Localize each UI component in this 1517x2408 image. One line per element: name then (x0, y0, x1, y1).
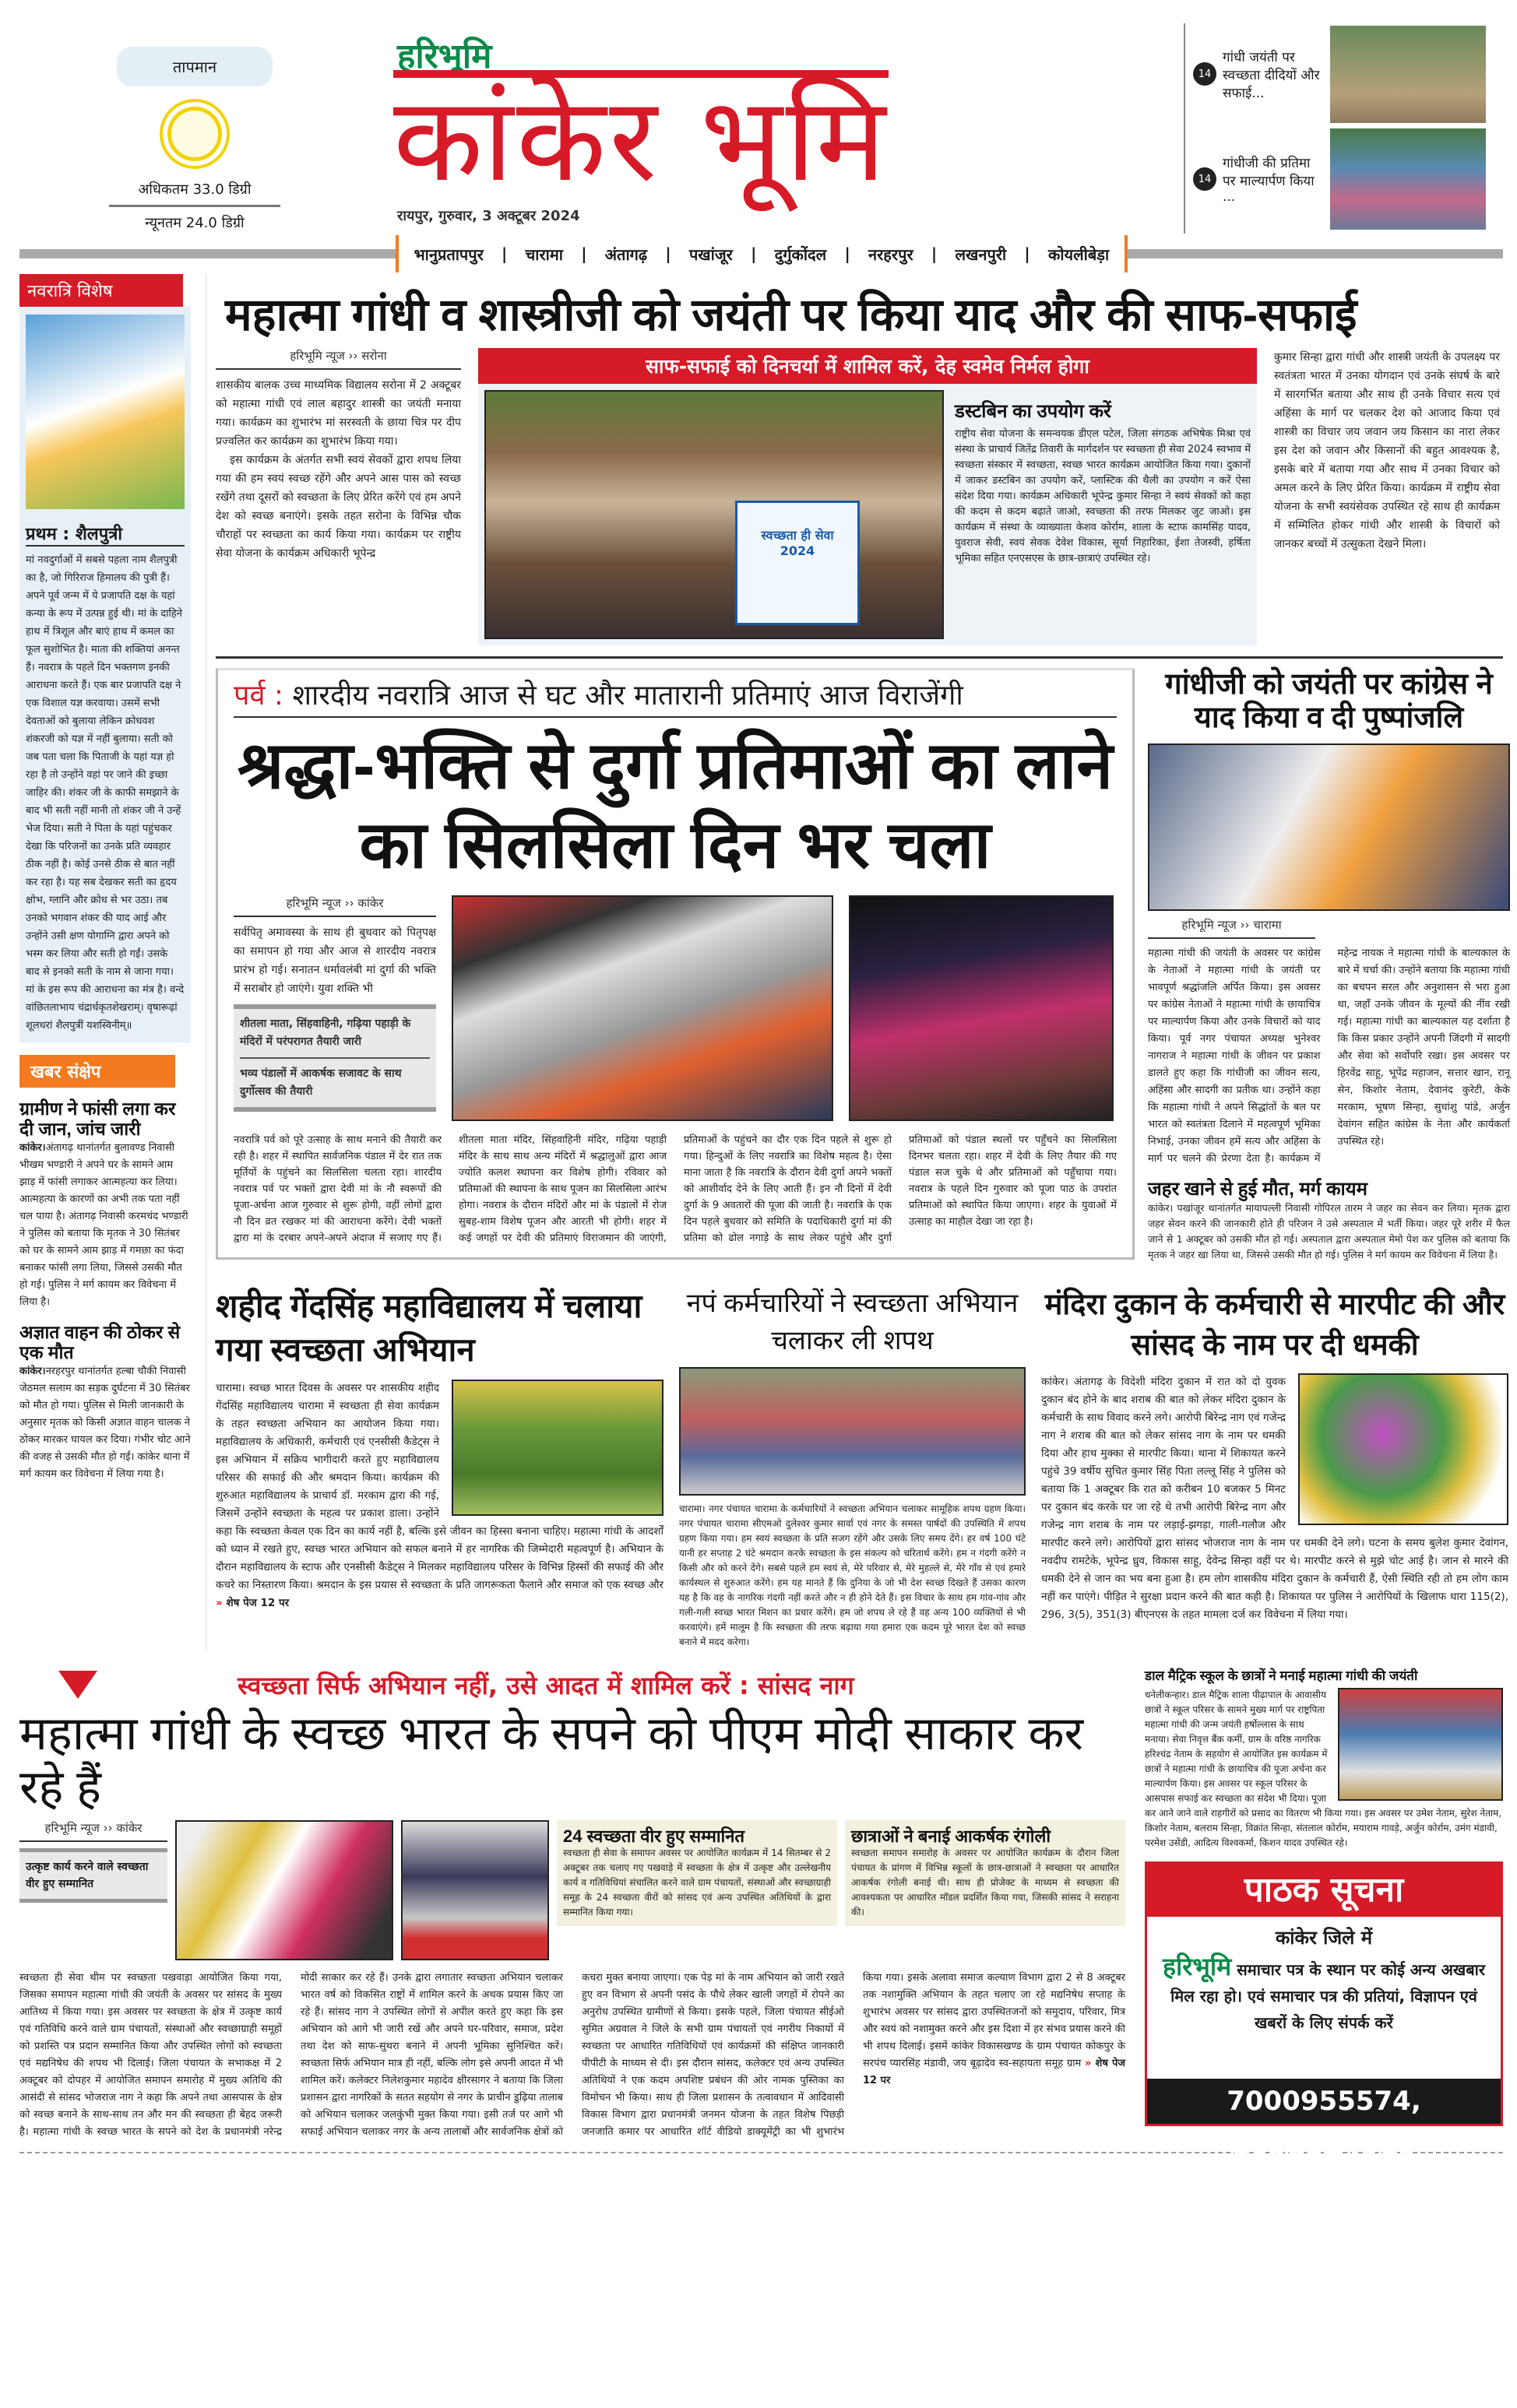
school-photo (1338, 1688, 1503, 1801)
college-text (216, 1380, 663, 1612)
sun-icon (167, 107, 222, 161)
modi-subhead-row (19, 1668, 1125, 1702)
modi-story (19, 1668, 1125, 2141)
idol-truck-photo (452, 895, 833, 1121)
notice-line1: कांकेर जिले में (1275, 1927, 1373, 1949)
liquor-headline: मंदिरा दुकान के कर्मचारी से मारपीट की और सांसद के नाम पर दी धमकी (1044, 1288, 1505, 1362)
prehead-text: शारदीय नवरात्रि आज से घट और मातारानी प्रतिमाएं आज विराजेंगी (292, 679, 963, 712)
box-awards (557, 1820, 837, 1926)
brief-text: अंतागढ़ थानांतर्गत बुलावण्ड निवासी भीखम भण्डारी ने अपने घर के सामने आम झाड़ में फांसी लगाकर आत्महत्या कर लिया। आत्महत्या के कारणों का अभी तक पता नहीं चल पाया है। अंतागढ़ निवासी करमचंद भण्डारी ने पुलिस को बताया कि मृतक ने 30 सितंबर को घर के सामने आम झाड़ में गमछा का फंदा बनाकर फांसी लगा लिया, जिससे उसकी मौत हो गई। पुलिस ने मर्ग कायम कर विवेचना में लिया है। (19, 1141, 188, 1308)
teaser-photo (1330, 128, 1486, 230)
newspaper-title: कांकेर भूमि (393, 70, 889, 202)
napa-story (679, 1285, 1026, 1650)
lead-text-continued: कुमार सिन्हा द्वारा गांधी और शास्त्री जयंती के उपलक्ष्य पर स्वतंत्रता भारत में उनका योगदान एवं उनके संघर्ष के बारे में सारगर्भित बताया और साथ ही उनके विचार सत्य एवं अहिंसा के मार्ग पर चलकर देश को आजाद किया एवं शास्त्री का विचार जय जवान जय किसान का नारा लेकर इस देश को जवान और किसानों की बहुत आवश्यक है, इसके बारे में बताया गया और साथ में उनका विचार को अमल करने के लिए प्रेरित किया। कार्यक्रम में राष्ट्रीय सेवा योजना के सभी स्वयंसेवक उपस्थित रहे साथ ही कार्यक्रम में सम्मिलित होकर गांधी और शास्त्री के विचारों को जानकर बच्चों में उत्सुकता देखने मिला। (1274, 350, 1500, 550)
location-link[interactable]: भानुप्रतापपुर (414, 244, 484, 264)
highlight-item: भव्य पंडालों में आकर्षक सजावट के साथ दुर्गोत्सव की तैयारी (240, 1067, 402, 1098)
section-divider (216, 656, 1503, 659)
lead-row (216, 348, 1503, 645)
college-story (216, 1285, 663, 1612)
location-link[interactable]: पखांजूर (688, 244, 733, 264)
location-link[interactable]: लखनपुरी (955, 244, 1007, 264)
lead-box (478, 384, 1257, 645)
dateline: रायपुर, गुरुवार, 3 अक्टूबर 2024 (397, 208, 580, 224)
congress-headline: गांधीजी को जयंती पर कांग्रेस ने याद किया व दी पुष्पांजलि (1165, 667, 1493, 735)
campaign-banner: स्वच्छता ही सेवा 2024 (735, 501, 860, 625)
byline: हरिभूमि न्यूज ›› चारामा (1148, 917, 1315, 939)
durga-text: नवरात्रि पर्व को पूरे उत्साह के साथ मनाने की तैयारी कर रही है। शहर में स्थापित सार्वजनिक पंडाल में देर रात तक मूर्तियों के पहुंचने का सिलसिला चलता रहा। शारदीय नवरात्र पर्व पर भक्तों द्वारा देवी मां के नौ स्वरूपों की पूजा-अर्चना आज गुरुवार से शुरू होगी, वहीं लोगों द्वारा नौ दिन व्रत रखकर मां की आराधना करेंगे। देवी भक्तों द्वारा मां के दरबार अपने-अपने अंदाज में सजाए गए हैं। शीतला माता मंदिर, सिंहवाहिनी मंदिर, गढ़िया पहाड़ी मंदिर के साथ साथ अन्य मंदिरों में श्रद्धालुओं द्वारा आज ज्योति कलश स्थापना कर विशेष होगी। रविवार को प्रतिमाओं की स्थापना के साथ पूजन का सिलसिला आरंभ होगा। नवरात्र के दौरान मंदिरों और मां के पंडालों में रोज सुबह-शाम विशेष पूजन और आरती भी होगी। शहर में कई जगहों पर देवी की प्रतिमाएं विराजमान की जाएंगी, प्रतिमाओं के पहुंचने का दौर एक दिन पहले से शुरू हो गया। हिन्दुओं के लिए नवरात्रि का विशेष महत्व है। ऐसा माना जाता है कि नवरात्रि के दौरान देवी दुर्गा अपने भक्तों को आशीर्वाद देने के लिए आती हैं। इन नौ दिनों में देवी दुर्गा के 9 अवतारों की पूजा की जाती है। नवरात्रि के एक दिन पहले बुधवार को समिति के पदाधिकारी दुर्गा मां की प्रतिमा को ढोल नगाड़े के साथ लेकर पहुंचे और दुर्गा प्रतिमाओं को पंडाल स्थलों पर पहुँचने का सिलसिला दिनभर चलता रहा। शहर में देवी के लिए तैयार की गए पंडाल सज चुके थे और प्रतिमाओं को पहुँचाया गया। नवरात्र के पहले दिन गुरुवार को पूजा पाठ के उपरांत प्रतिमाओं को स्थापित किया जाएगा। शहर के युवाओं में उत्साह का माहौल देखा जा रहा है। (234, 1134, 1117, 1244)
brand-logo: हरिभूमि (397, 37, 492, 76)
highlight-item: शीतला माता, सिंहवाहिनी, गढ़िया पहाड़ी के मंदिरों में परंपरागत तैयारी जारी (240, 1015, 430, 1059)
box-title: 24 स्वच्छता वीर हुए सम्मानित (563, 1826, 744, 1846)
school-text: धनेलीकन्हार। डाल मैट्रिक शाला पीढ़ापाल के आवासीय छात्रों ने स्कूल परिसर के सामने मुख्य मार्ग पर राष्ट्रपिता महात्मा गांधी की जन्म जयंती हर्षोल्लास के साथ मनाया। सेवा निवृत्त बैंक कर्मी, ग्राम के वरिष्ठ नागरिक हरिश्चंद्र नेताम के सहयोग से आयोजित इस कार्यक्रम में छात्रों ने महात्मा गांधी के छायाचित्र की पूजा अर्चना कर माल्यार्पण किया। इस अवसर पर स्कूल परिसर के आसपास सफाई कर स्वच्छता का संदेश भी दिया। पूजा कर आने जाने वाले राहगीरों को प्रसाद का वितरण भी किया गया। इस अवसर पर उमेश नेताम, सुरेश नेताम, किशोर नेताम, बलराम सिन्हा, विक्रांत सिन्हा, संतलाल कोर्राम, मयाराम गावड़े, अर्जुन कोर्राम, उमंग मंडावी, परमेश उसेंडी, आदित्य विश्वकर्मा, किशन यादव उपस्थित रहे। (1145, 1689, 1502, 1849)
masthead (0, 0, 1517, 274)
modi-media-row (19, 1820, 1125, 1960)
brief-body (19, 1363, 191, 1483)
byline: हरिभूमि न्यूज ›› सरोना (216, 348, 461, 370)
brief-place: कांकेर। (19, 1141, 46, 1154)
middle-row (216, 667, 1510, 1263)
congress-photo (1148, 743, 1510, 911)
bottom-area (19, 1668, 1503, 2163)
modi-subhead: स्वच्छता सिर्फ अभियान नहीं, उसे आदत में शामिल करें : सांसद नाग (238, 1670, 854, 1700)
column-text: मां नवदुर्गाओं में सबसे पहला नाम शैलपुत्री का है, जो गिरिराज हिमालय की पुत्री हैं। अपने पूर्व जन्म में ये प्रजापति दक्ष के यहां कन्या के रूप में उत्पन्न हुई थी। मां के दाहिने हाथ में त्रिशूल और बाएं हाथ में कमल का फूल सुशोभित है। माता की शक्तियां अनन्त हैं। नवरात्र के पहले दिन भक्तगण इनकी आराधना करते हैं। एक बार प्रजापति दक्ष ने एक विशाल यज्ञ करवाया। उसमें सभी देवताओं को बुलाया लेकिन क्रोधवश शंकरजी को यज्ञ में नहीं बुलाया। सती को जब पता चला कि पिताजी के यहां यज्ञ हो रहा है तो उन्होंने वहां पर जाने की इच्छा जाहिर की। शंकर जी के काफी समझाने के बाद भी सती नहीं मानी तो शंकर जी ने उन्हें भेज दिया। सती ने पिता के यहां पहुंचकर देखा कि परिजनों का उनके प्रति व्यवहार ठीक नहीं है। कोई उनसे ठीक से बात नहीं कर रहा है। यह सब देखकर सती का हृदय क्षोभ, ग्लानि और क्रोध से भर उठा। तब उनको भगवान शंकर की याद आई और उन्होंने उसी क्षण योगाग्नि द्वारा अपने को भस्म कर लिया और सती हो गईं। उसके बाद से इनको सती के नाम से जाना गया। मां के इस रूप की आराधना का मंत्र है। वन्दे वांछितलाभाय चंद्रार्धकृतशेखराम्। वृषारूढ़ां शूलधरां शैलपुत्रीं यशस्विनीम्॥ (26, 554, 185, 1032)
congress-story (1148, 668, 1510, 1263)
location-link[interactable]: दुर्गुकोंदल (774, 244, 827, 264)
bottom-right (1145, 1668, 1503, 2163)
liquor-body (1041, 1373, 1508, 1624)
byline: हरिभूमि न्यूज ›› कांकेर (19, 1820, 167, 1842)
durga-box (216, 668, 1135, 1260)
durga-intro: सर्वपितृ अमावस्या के साथ ही बुधवार को पितृपक्ष का समापन हो गया और आज से शारदीय नवरात्र प्रारंभ हो गई। सनातन धर्मावलंबी मां दुर्गा की भक्ति में सराबोर हो जाएंगे। युवा शक्ति भी (234, 926, 436, 995)
location-link[interactable]: कोयलीबेड़ा (1047, 244, 1110, 264)
brief-body (19, 1140, 191, 1311)
poison-headline: जहर खाने से हुई मौत, मर्ग कायम (1148, 1179, 1367, 1200)
reader-notice (1145, 1861, 1503, 2163)
school-headline: डाल मैट्रिक स्कूल के छात्रों ने मनाई महात्मा गांधी की जयंती (1145, 1668, 1418, 1683)
column-title: प्रथम : शैलपुत्री (26, 522, 185, 547)
continued-label: शेष पेज 12 पर (863, 2057, 1126, 2086)
box-text: स्वच्छता ही सेवा के समापन अवसर पर आयोजित कार्यक्रम में 14 सितम्बर से 2 अक्टूबर तक चलाए गए पखवाड़े में स्वच्छता के क्षेत्र में उत्कृष्ट और उल्लेखनीय कार्य व गतिविधियां संचालित करने वाले ग्राम पंचायतों, संस्थाओं और स्वच्छाग्राही समूह के 24 स्वच्छता वीरों को सांसद एवं अन्य उपस्थित अतिथियों के द्वारा सम्मानित किया गया। (563, 1847, 831, 1918)
weather-min: न्यूनतम 24.0 डिग्री (145, 215, 245, 231)
row-three (216, 1285, 1508, 1650)
weather-max: अधिकतम 33.0 डिग्री (109, 180, 280, 207)
modi-headline: महात्मा गांधी के स्वच्छ भारत के सपने को पीएम मोदी साकार कर रहे हैं (19, 1707, 1084, 1813)
teasers (1184, 23, 1503, 234)
main-content (206, 274, 1510, 1650)
lead-subhead: साफ-सफाई को दिनचर्या में शामिल करें, देह स्वमेव निर्मल होगा (478, 348, 1257, 384)
award-photo (175, 1820, 393, 1960)
durga-headline: श्रद्धा-भक्ति से दुर्गा प्रतिमाओं का लाने का सिलसिला दिन भर चला (237, 728, 1114, 881)
section-label: नवरात्रि विशेष (19, 274, 183, 307)
paragraph: इस कार्यक्रम के अंतर्गत सभी स्वयं सेवकों द्वारा शपथ लिया गया की हम स्वयं स्वच्छ रहेंगे और अपने आस पास को स्वच्छ रखेंगे तथा दूसरों को स्वच्छता के लिए प्रेरित करेंगे एवं हम अपने देश को स्वच्छ बनाएंगे। इसके तहत सरोना के विभिन्न चौक चौराहों पर स्वच्छता का कार्य किया गया। कार्यक्रम पर राष्ट्रीय सेवा योजना के कार्यक्रम अधिकारी भूपेन्द्र (216, 453, 461, 560)
highlight-box (234, 1004, 436, 1112)
lead-center (478, 348, 1257, 645)
highlight-box: उत्कृष्ट कार्य करने वाले स्वच्छता वीर हुए सम्मानित (19, 1848, 167, 1903)
teaser-text: गांधी जयंती पर स्वच्छता दीदियों और सफाई... (1223, 49, 1320, 101)
fight-illustration (1298, 1373, 1508, 1525)
napa-text: चारामा। नगर पंचायत चारामा के कर्मचारियों ने स्वच्छता अभियान चलाकर सामूहिक शपथ ग्रहण किया। नगर पंचायत चारामा सीएमओ दुलेश्वर कुमार सार्वा एवं नगर के समस्त पार्षदों की उपस्थिति में शपथ ग्रहण किया गया। हम स्वयं स्वच्छता के प्रति सजग रहेंगे और उसके लिए समय देंगे। हर वर्ष 100 घंटे यानी हर सप्ताह 2 घंटे श्रमदान करके स्वच्छता के इस संकल्प को चरितार्थ करेंगे। हम न गंदगी करेंगे न किसी और को करने देंगे। सबसे पहले हम स्वयं से, मेरे परिवार से, मेरे मुहल्ले से, मेरे गाँव से एवं हमारे कार्यस्थल से शुरुआत करेंगे। हम यह मानते हैं कि दुनिया के जो भी देश स्वच्छ दिखते हैं उसका कारण यह है कि वह के नागरिक गंदगी नहीं करते और न ही होने देते हैं। इस विचार के साथ हम गांव-गांव और गली-गली स्वच्छ भारत मिशन का प्रचार करेंगे। हम जो शपथ ले रहे हैं वह अन्य 100 व्यक्तियों से भी करवाएंगे। हमें मालूम है कि स्वच्छता की तरफ बढ़ाया गया हमारा एक कदम पूरे भारत देश को स्वच्छ बनाने में मदद करेगा। (679, 1503, 1026, 1647)
liquor-text: कांकेर। अंतागढ़ के विदेशी मंदिरा दुकान में रात को दो युवक दुकान बंद होने के बाद शराब की बात को लेकर मंदिरा दुकान के कर्मचारी के साथ विवाद करने लगे। आरोपी बिरेन्द्र नाग एवं गजेन्द्र नाग ने शराब की बात को लेकर सांसद नाग के नाम पर धमकी दिया और हाथ मुक्का से मारपीट किया। थाना में शिकायत करने पहुंचे 39 वर्षीय सुचित कुमार सिंह पिता लल्लू सिंह ने पुलिस को बताया कि 1 अक्टूबर कि रात को करीबन 10 बजकर 5 मिनट पर दुकान बंद करके घर जा रहे थे तभी आरोपी बिरेन्द्र नाग और गजेन्द्र नाग शराब के नाम पर लड़ाई-झगड़ा, गाली-गलौज और मारपीट करने लगे। आरोपियों द्वारा सांसद भोजराज नाग के नाम पर धमकी देने लगे। घटना के समय बुलेश कुमार देवांगन, नवदीप रामटेके, भूपेन्द्र ध्रुव, विकास साहू, देवेन्द्र सिन्हा वहीं पर थे। मारपीट करने से मुझे चोट आई है। जान से मारने की धमकी देने से जान का भय बना हुआ है। हम लोग शासकीय मंदिरा दुकान के कर्मचारी हैं, ऐसी स्थिति रही तो हम लोग काम नहीं कर पाएंगे। पीड़ित ने सुरक्षा प्रदान करने की बात कही है। शिकायत पर पुलिस ने आरोपियों के खिलाफ धारा 115(2), 296, 3(5), 351(3) बीएनएस के तहत मामला दर्ज कर विवेचना में लिया गया। (1041, 1375, 1508, 1621)
masthead-logo (393, 31, 1141, 226)
lead-text (216, 348, 461, 563)
column-divider (191, 274, 206, 1650)
modi-side (19, 1820, 167, 1903)
box-text: स्वच्छता समापन समारोह के अवसर पर आयोजित कार्यक्रम के दौरान जिला पंचायत के प्रांगण में विभिन्न स्कूलों के छात्र-छात्राओं ने स्वच्छता पर आधारित आकर्षक रंगोली बनाई थी। साथ ही प्रोजेक्ट के माध्यम से स्वच्छता की आवश्यकता पर आधारित मॉडल प्रदर्शित किया गया, जिसकी सांसद ने सराहना की। (851, 1847, 1119, 1918)
location-link[interactable]: अंतागढ़ (604, 244, 648, 264)
box-rangoli (845, 1820, 1125, 1926)
story-text: चारामा। स्वच्छ भारत दिवस के अवसर पर शासकीय शहीद गेंदसिंह महाविद्यालय चारामा में स्वच्छता ही सेवा कार्यक्रम के तहत स्वच्छता अभियान का आयोजन किया गया। महाविद्यालय के अधिकारी, कर्मचारी एवं एनसीसी कैडेट्स ने इस अभियान में सक्रिय भागीदारी करते हुए महाविद्यालय परिसर की सफाई की और श्रमदान किया। कार्यक्रम की शुरुआत महाविद्यालय के प्राचार्य डॉ. मरकाम द्वारा की गई, जिसमें उन्होंने स्वच्छता के महत्व पर प्रकाश डाला। उन्होंने कहा कि स्वच्छता केवल एक दिन का कार्य नहीं है, बल्कि इसे जीवन का हिस्सा बनाना चाहिए। महात्मा गांधी के आदर्शों को ध्यान में रखते हुए, स्वच्छ भारत अभियान को सफल बनाने में हर नागरिक की जिम्मेदारी महत्वपूर्ण है। अभियान के दौरान महाविद्यालय के स्टाफ और एनसीसी कैडेट्स ने मिलकर महाविद्यालय परिसर के विभिन्न हिस्सों की सफाई की और कचरे का निस्तारण किया। श्रमदान के इस प्रयास से स्वच्छता के प्रति जागरूकता फैलाने और समाज को एक स्वच्छ और (216, 1381, 663, 1591)
box-title: छात्राओं ने बनाई आकर्षक रंगोली (851, 1826, 1051, 1846)
location-link[interactable]: नरहरपुर (868, 244, 913, 264)
left-column (19, 274, 191, 1483)
page-number-badge: 14 (1193, 62, 1216, 86)
byline: हरिभूमि न्यूज ›› कांकेर (234, 895, 436, 917)
napa-photo (679, 1367, 1026, 1496)
group-photo (484, 390, 944, 639)
idol-night-photo (849, 895, 1114, 1121)
brief-title: ग्रामीण ने फांसी लगा कर दी जान, जांच जारी (19, 1099, 176, 1140)
goddess-illustration (26, 315, 185, 509)
durga-prehead (234, 675, 1117, 718)
poison-text: कांकेर। पखांजूर थानांतर्गत मायापल्ली निवासी गोपिरल तारम ने जहर का सेवन कर लिया। मृतक द्वारा जहर सेवन करने की जानकारी होते ही परिजन ने उसे अस्पताल में भर्ती किया। जहर पूरे शरीर में फैल जाने से 1 अक्टूबर को उसकी मौत हो गई। अस्पताल द्वारा अस्पताल मेमो पेश कर पुलिस को बताया कि मृतक ने जहर खा लिया था, जिससे उसकी मौत हो गई। पुलिस ने मर्ग कायम कर विवेचना में लिया है। (1148, 1201, 1510, 1260)
congress-text: महात्मा गांधी की जयंती के अवसर पर कांग्रेस के नेताओं ने महात्मा गांधी के जयंती पर भावपूर्ण श्रद्धांजलि अर्पित किया। इस अवसर पर कांग्रेस नेताओं ने महात्मा गांधी के छायाचित्र पर माल्यार्पण किया और उनके विचारों को याद किया। पूर्व नगर पंचायत अध्यक्ष भुनेश्वर नागराज ने महात्मा गांधी के जीवन पर प्रकाश डालते हुए कहा कि गांधीजी का जीवन सत्य, अहिंसा और सादगी का प्रतीक था। उन्होंने कहा कि महात्मा गांधी ने अपने सिद्धांतों के बल पर भारत को स्वतंत्रता दिलाने में महत्वपूर्ण भूमिका निभाई, उनका जीवन हमें सत्य और अहिंसा के मार्ग पर चलने की प्रेरणा देता है। कार्यक्रम में महेन्द्र नायक ने महात्मा गांधी के बाल्यकाल के बारे में चर्चा की। उन्होंने बताया कि महात्मा गांधी का बचपन सरल और अनुशासन से भरा हुआ था, जहाँ उनके जीवन के मूल्यों की नींव रखी गई। महात्मा गांधी का बाल्यकाल यह दर्शाता है कि किस प्रकार उन्होंने अपनी जिंदगी में सादगी और सेवा को सर्वोपरि रखा। इस अवसर पर हिरवेंद्र साहू, भूपेंद्र महाजन, सत्तार खान, रानू सेन, किशोर नेताम, देवानंद कुरेटी, केके मरकाम, भूषण सिन्हा, सुधांशु पांडे, अर्जुन देवांगन सहित कांग्रेस के नेता और कार्यकर्ता उपस्थित रहे। (1148, 947, 1510, 1165)
notice-body (1147, 1950, 1501, 2039)
notice-title: पाठक सूचना (1147, 1864, 1501, 1917)
navratri-feature (19, 307, 191, 1042)
continued-label: शेष पेज 12 पर (226, 1596, 290, 1609)
brief-title: अज्ञात वाहन की ठोकर से एक मौत (19, 1321, 181, 1363)
school-body (1145, 1688, 1503, 1851)
modi-text (19, 1970, 1125, 2141)
notice-brand: हरिभूमि (1162, 1952, 1232, 1982)
box-text: राष्ट्रीय सेवा योजना के समन्वयक डीएल पटेल, जिला संगठक अभिषेक मिश्रा एवं संस्था के प्राचार्य जितेंद्र तिवारी के मार्गदर्शन पर स्वच्छता ही सेवा 2024 स्वभाव में स्वच्छता संस्कार में स्वच्छता, स्वच्छ भारत कार्यक्रम आयोजित किया गया। दुकानों में जाकर डस्टबिन का उपयोग करें, प्लास्टिक की थैली का उपयोग न करें ऐसा संदेश दिया गया। कार्यक्रम अधिकारी भूपेन्द्र कुमार सिन्हा ने स्वयं सेवकों को कहा की कदम से कदम बढ़ाते जाओ, स्वच्छता की तरफ मिलकर जुट जाओ। इस कार्यक्रम में संस्था के व्याख्याता केशव कोर्राम, शाला के स्टाफ कामसिंह यादव, युवराज सेवी, स्वयं सेवक देवेश विकास, सूर्या निहारिका, ईशा तेजस्वी, हर्षिता भूमिका सहित एनएसएस के छात्र-छात्राएं उपस्थित रहे। (955, 428, 1251, 565)
rangoli-photo (401, 1820, 549, 1960)
continued-link[interactable]: » शेष पेज 12 पर (216, 1596, 290, 1609)
weather-widget (109, 47, 280, 241)
cleanup-photo (452, 1380, 663, 1516)
brief-label: खबर संक्षेप (19, 1055, 175, 1088)
teaser[interactable] (1185, 125, 1503, 234)
brief-text: नरहरपुर थानांतर्गत हल्बा चौकी निवासी जेठमल सलाम का सड़क दुर्घटना में 30 सितंबर को मौत हो गया। पुलिस से मिली जानकारी के अनुसार मृतक को किसी अज्ञात वाहन चालक ने ठोकर मारकर घायल कर दिया। गंभीर चोट आने की वजह से उसकी मौत हो गई। कांकेर थाना में मर्ग कायम कर विवेचना में लिया गया है। (19, 1365, 191, 1480)
brief-place: कांकेर। (19, 1365, 46, 1377)
location-bar: भानुप्रतापपुर | चारामा | अंतागढ़ | पखांजूर | दुर्गुकोंदल | नरहरपुर | लखनपुरी | कोयलीबेड़ा (396, 235, 1128, 272)
napa-headline: नपं कर्मचारियों ने स्वच्छता अभियान चलाकर ली शपथ (686, 1288, 1019, 1355)
teaser-text: गांधीजी की प्रतिमा पर माल्यार्पण किया ... (1223, 156, 1315, 205)
box-title: डस्टबिन का उपयोग करें (955, 400, 1111, 422)
teaser[interactable] (1185, 23, 1503, 125)
paragraph: शासकीय बालक उच्च माध्यमिक विद्यालय सरोना में 2 अक्टूबर को महात्मा गांधी एवं लाल बहादुर शास्त्री का जयंती मनाया गया। कार्यक्रम का शुभारंभ मां सरस्वती के छाया चित्र पर दीप प्रज्वलित कर कार्यक्रम का शुभारंभ किया गया। (216, 378, 461, 448)
lead-headline: महात्मा गांधी व शास्त्रीजी को जयंती पर किया याद और की साफ-सफाई (225, 290, 1357, 340)
notice-phones[interactable]: 7000955574, 9098324969 (1147, 2079, 1501, 2124)
kicker: पर्व : (234, 679, 284, 712)
dustbin-box (955, 390, 1251, 568)
story-text: स्वच्छता ही सेवा थीम पर स्वच्छता पखवाड़ा आयोजित किया गया, जिसका समापन महात्मा गांधी की जयंती के अवसर पर सांसद के मुख्य आतिथ्य में किया गया। इस अवसर पर स्वच्छता के क्षेत्र में उत्कृष्ट कार्य एवं गतिविधि करने वाले ग्राम पंचायतों, संस्थाओं और स्वच्छाग्राही समूहों को प्रशस्ति पत्र प्रदान सम्मानित किया और उपस्थित लोगों को स्वच्छता एवं मद्यनिषेध की शपथ भी दिलाई। जिला पंचायत के सभाकक्ष में 2 अक्टूबर को दोपहर में आयोजित समापन समारोह में मुख्य अतिथि की आसंदी से सांसद भोजराज नाग ने कहा कि अपने तथा आसपास के क्षेत्र को स्वच्छ बनाने के साथ-साथ तन और मन की स्वच्छता ही बेहद जरूरी है। महात्मा गांधी के स्वच्छ भारत के सपने को देश के प्रधानमंत्री नरेन्द्र मोदी साकार कर रहे हैं। उनके द्वारा लगातार स्वच्छता अभियान चलाकर भारत वर्ष को विकसित राष्ट्रों में शामिल करने के अथक प्रयास किए जा रहे हैं। सांसद नाग ने उपस्थित लोगों से अपील करते हुए कहा कि इस अभियान को आगे भी जारी रखें और अपने घर-परिवार, समाज, प्रदेश तथा देश को साफ-सुथरा बनाने में अपनी भूमिका सुनिश्चित करें। स्वच्छता सिर्फ अभियान मात्र ही नहीं, बल्कि लोग इसे अपनी आदत में भी शामिल करें। कलेक्टर निलेशकुमार महादेव क्षीरसागर ने बताया कि जिला प्रशासन द्वारा नागरिकों के सतत सहयोग से नगर के प्राचीन डुढ़िया तालाब को अभियान चलाकर जलकुंभी मुक्त किया गया। इसी तर्ज पर आगे भी सफाई अभियान चलाकर नगर के अन्य तालाबों और सार्वजनिक क्षेत्रों को कचरा मुक्त बनाया जाएगा। एक पेड़ मां के नाम अभियान को जारी रखते हुए वन विभाग से अपनी पसंद के पौधे लेकर खाली जगहों में रोपने का अनुरोध उपस्थित ग्रामीणों से किया। इसके पहले, जिला पंचायत सीईओ सुमित अग्रवाल ने जिले के सभी ग्राम पंचायतों एवं नगरीय निकायों में स्वच्छता पर आधारित गतिविधियों एवं कार्यक्रमों की संक्षिप्त जानकारी पीपीटी के माध्यम से दी। इस दौरान सांसद, कलेक्टर एवं अन्य उपस्थित अतिथियों ने एक कदम अपशिष्ट प्रबंधन की ओर नामक पुस्तिका का विमोचन भी किया। साथ ही जिला प्रशासन के तत्वावधान में आदिवासी विकास विभाग द्वारा प्रधानमंत्री जनमन योजना के तहत विशेष पिछड़ी जनजाति कमार पर आधारित शॉर्ट वीडियो डाक्यूमेंट्री का भी शुभारंभ किया गया। इसके अलावा समाज कल्याण विभाग द्वारा 2 से 8 अक्टूबर तक नशामुक्ति अभियान के तहत चलाए जा रहे मद्यनिषेध सप्ताह के शुभारंभ अवसर पर सांसद द्वारा उपस्थितजनों को समुदाय, परिवार, मित्र और स्वयं को नशामुक्त करने और इस दिशा में हर संभव प्रयास करने की भी शपथ दिलाई। इसमें कांकेर विकासखण्ड के ग्राम पंचायत कोकपुर के सरपंच प्यारसिंह मंडावी, जय बूढ़ादेव स्व-सहायता समूह ग्राम (19, 1971, 1125, 2138)
weather-label: तापमान (117, 47, 273, 86)
upper-area (19, 274, 1510, 1650)
liquor-story (1041, 1285, 1508, 1624)
durga-media-row (234, 895, 1117, 1121)
college-headline: शहीद गेंदसिंह महाविद्यालय में चलाया गया स्वच्छता अभियान (216, 1287, 642, 1368)
location-link[interactable]: चारामा (525, 244, 563, 264)
red-chevron-icon (58, 1671, 97, 1699)
page-number-badge: 14 (1193, 167, 1216, 191)
continued-link[interactable]: » शेष पेज 12 पर (863, 2057, 1126, 2086)
teaser-photo (1330, 26, 1486, 123)
durga-intro-column (234, 895, 436, 1112)
notice-line2: समाचार पत्र के स्थान पर कोई अन्य अखबार मिल रहा हो। एवं समाचार पत्र की प्रतियां, विज्ञापन एवं खबरों के लिए संपर्क करें (1170, 1960, 1486, 2033)
